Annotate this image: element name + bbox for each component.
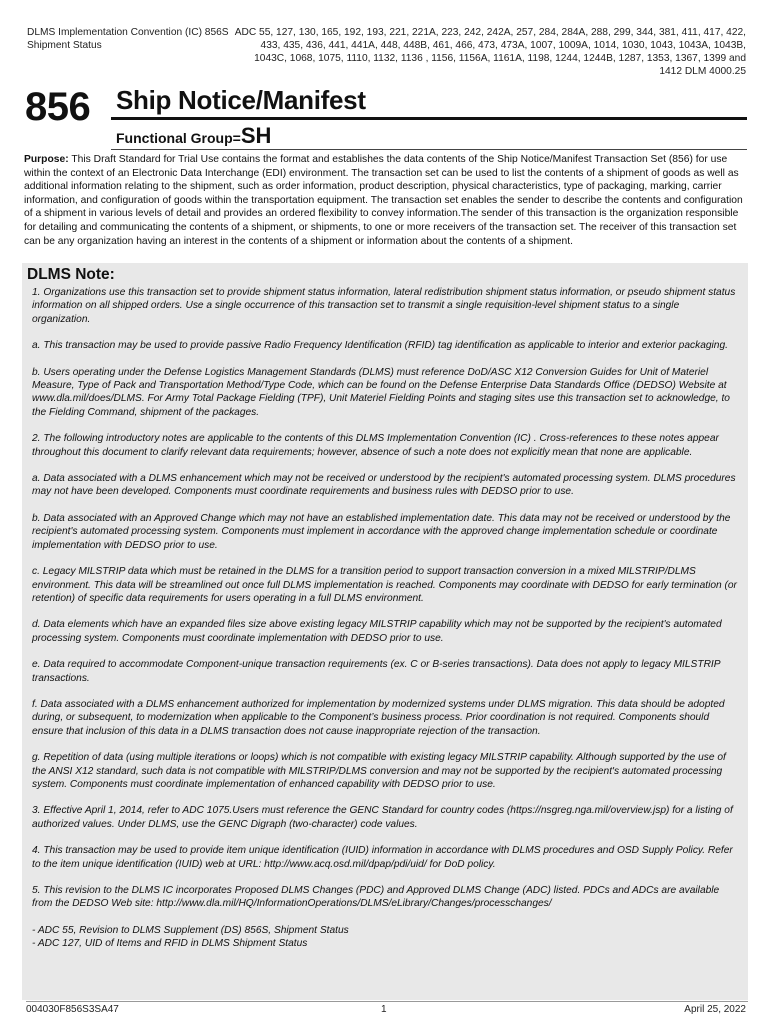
header-right-line-2: 433, 435, 436, 441, 441A, 448, 448B, 461, 466, 473, 473A, 1007, 1009A, 1014, 1030, 1043, 1043A, 1043B, [260,40,746,51]
purpose-text: This Draft Standard for Trial Use contains the format and establishes the data contents of the Ship Notice/Manifest Transaction Set (856) for use within the context of an Electronic Data Interchange (EDI) environment. The transaction set can be used to list the contents of a shipment of goods as well as additional information relating to the shipment, such as order information, product description, physical characteristics, type of packaging, marking, carrier information, and configuration of goods within the transportation equipment. The transaction set enables the sender to describe the contents and configuration of a shipment in various levels of detail and provides an ordered flexibility to convey information.The sender of this transaction is the organization responsible for detailing and communicating the contents of a shipment, or shipments, to one or more receivers of the transaction set. The receiver of this transaction set can be any organization having an interest in the contents of a shipment or information about the contents of a shipment. [24,154,743,247]
note-2b: b. Data associated with an Approved Change which may not have an established implementation date. This data may not be received or understood by the recipient's automated processing system. Components must implement in accordance with the approved change implementation schedule or coordinate implementation with DEDSO prior to use. [32,512,731,551]
note-1: 1. Organizations use this transaction set to provide shipment status information, lateral redistribution shipment status information, or pseudo shipment status information on all shipped orders. Use a single occurrence of this transaction set to transmit a single requisition-level shipment status to a single organization. [32,287,736,325]
dlms-note-heading: DLMS Note: [27,266,115,283]
header-left-line-2: Shipment Status [27,40,102,51]
functional-group-label: Functional Group= [116,130,241,146]
note-2f: f. Data associated with a DLMS enhancement authorized for implementation by modernized systems under DLMS migration. This data should be adopted during, or subsequent, to modernization when applicable to the Component’s business process. Prior coordination is not required. Components should ensure that inclusion of this data in a DLMS transaction does not cause inappropriate rejection of the transaction. [32,698,725,737]
functional-group-rule [111,149,747,150]
note-2: 2. The following introductory notes are applicable to the contents of this DLMS Implementation Convention (IC) . Cross-references to these notes appear throughout this document to clarify relevant data requirements; however, absence of such a note does not explicitly mean that none are applicable. [32,433,719,458]
dlms-note-box [22,263,748,1000]
header-left-line-1: DLMS Implementation Convention (IC) 856S [27,27,229,38]
header-right-line-1: ADC 55, 127, 130, 165, 192, 193, 221, 221A, 223, 242, 242A, 257, 284, 284A, 288, 299, 344, 381, 411, 417, 422, [234,27,746,38]
adc-item-55: - ADC 55, Revision to DLMS Supplement (DS) 856S, Shipment Status [32,924,349,936]
note-1a: a. This transaction may be used to provide passive Radio Frequency Identification (RFID) tag identification as applicable to interior and exterior packaging. [32,340,728,352]
footer-rule [26,1001,748,1002]
title-block [111,84,747,150]
header-right-line-4: 1412 DLM 4000.25 [659,66,746,77]
note-2g: g. Repetition of data (using multiple iterations or loops) which is not compatible with existing legacy MILSTRIP capability. Although supported by the use of the ANSI X12 standard, such data is not compatible with MILSTRIP/DLMS conversion and may not be supported by the recipient's automated processing system. Components must coordinate implementation of enhanced capability with DEDSO prior to use. [32,752,726,790]
note-1b: b. Users operating under the Defense Logistics Management Standards (DLMS) must reference DoD/ASC X12 Conversion Guides for Unit of Materiel Measure, Type of Pack and Transportation Method/Type Code, which can be found on the Defense Enterprise Data Standards Office (DEDSO) Website at www.dla.mil/does/DLMS. For Army Total Package Fielding (TPF), Unit Materiel Fielding Points and staging sites use this transaction set to acknowledge, to the Fielding Command, shipment of the packages. [32,366,730,418]
header-right-line-3: 1043C, 1068, 1075, 1110, 1132, 1136 , 1156, 1156A, 1161A, 1198, 1244, 1244B, 1287, 1353, 1367, 1399 and [254,53,746,64]
note-4: 4. This transaction may be used to provide item unique identification (IUID) information in accordance with DLMS procedures and OSD Supply Policy. Refer to the item unique identification (IUID) web at URL: http://www.acq.osd.mil/dpap/pdi/uid/ for DoD policy. [32,845,733,870]
title-rule [111,117,747,120]
footer-date: April 25, 2022 [684,1004,746,1015]
adc-item-127: - ADC 127, UID of Items and RFID in DLMS Shipment Status [32,938,308,950]
purpose-paragraph [24,153,746,248]
footer-page-number: 1 [381,1004,387,1015]
header-right-adc-list [232,26,746,78]
functional-group-value: SH [240,123,272,148]
page-title: Ship Notice/Manifest [116,85,366,115]
page-footer [26,1004,746,1020]
note-2c: c. Legacy MILSTRIP data which must be retained in the DLMS for a transition period to support transaction conversion in a mixed MILSTRIP/DLMS environment. This data will be streamlined out once full DLMS implementation is reached. Components may coordinate with DEDSO for early termination (or retention) of specific data requirements for users operating in a full DLMS environment. [32,566,737,604]
footer-doc-id: 004030F856S3SA47 [26,1004,119,1015]
note-3: 3. Effective April 1, 2014, refer to ADC 1075.Users must reference the GENC Standard for country codes (https://nsgreg.nga.mil/overview.jsp) for a listing of authorized values. Under DLMS, use the GENC Digraph (two-character) code values. [32,805,733,830]
note-5: 5. This revision to the DLMS IC incorporates Proposed DLMS Changes (PDC) and Approved DLMS Change (ADC) listed. PDCs and ADCs are available from the DEDSO Web site: http://www.dla.mil/HQ/InformationOperations/DLMS/eLibrary/Changes/processchanges/ [32,885,720,910]
functional-group [111,123,747,149]
transaction-set-number: 856 [25,85,91,129]
note-2e: e. Data required to accommodate Component-unique transaction requirements (ex. C or B-series transactions). Data does not apply to legacy MILSTRIP transactions. [32,659,721,684]
header-left [27,26,229,52]
purpose-label: Purpose: [24,154,69,165]
note-2a: a. Data associated with a DLMS enhancement which may not be received or understood by the recipient's automated processing system. DLMS procedures may not have been developed. Components must coordinate requirements and business rules with DEDSO prior to use. [32,473,736,498]
note-2d: d. Data elements which have an expanded files size above existing legacy MILSTRIP capability which may not be supported by the recipient's automated processing system. Components must coordinate implementation with DEDSO prior to use. [32,619,722,644]
